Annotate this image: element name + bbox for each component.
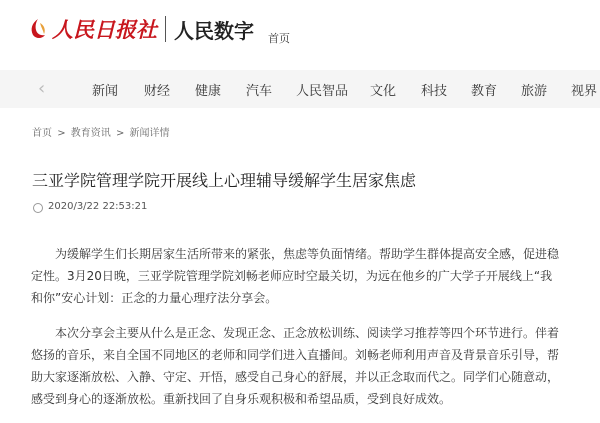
breadcrumb-current: 新闻详情 (129, 128, 170, 139)
clock-icon (33, 203, 43, 213)
sub-brand-name: 人民数字 (174, 18, 254, 43)
category-nav (0, 70, 600, 108)
breadcrumb-separator: > (57, 128, 66, 139)
chevron-left-icon[interactable]: ‹ (38, 78, 46, 99)
logo-divider (165, 16, 166, 42)
brand-name: 人民日报社 (52, 17, 157, 42)
nav-item-travel[interactable]: 旅游 (521, 84, 548, 99)
breadcrumb-education[interactable]: 教育资讯 (70, 128, 111, 139)
nav-item-vision[interactable]: 视界 (571, 84, 598, 99)
nav-item-culture[interactable]: 文化 (370, 84, 397, 99)
article-title: 三亚学院管理学院开展线上心理辅导缓解学生居家焦虑 (32, 170, 417, 190)
nav-item-auto[interactable]: 汽车 (246, 84, 273, 99)
article-body (31, 243, 563, 423)
breadcrumb (32, 124, 172, 139)
logo-emblem-icon (28, 17, 48, 41)
article-paragraph: 本次分享会主要从什么是正念、发现正念、正念放松训练、阅读学习推荐等四个环节进行。伴着悠扬的音乐，来自全国不同地区的老师和同学们进入直播间。刘畅老师利用声音及背景音乐引导，帮助大家逐渐放松、入静、守定、开悟，感受自己身心的舒展，并以正念取而代之。同学们心随意动，感受到身心的逐渐放松。重新找回了自身乐观积极和希望品质，受到良好成效。 (31, 326, 560, 406)
nav-item-health[interactable]: 健康 (195, 84, 222, 99)
site-logo[interactable] (28, 14, 254, 44)
breadcrumb-separator: > (115, 128, 125, 139)
publish-time: 2020/3/22 22:53:21 (48, 201, 148, 212)
home-link[interactable]: 首页 (268, 32, 290, 45)
nav-item-finance[interactable]: 财经 (144, 84, 171, 99)
nav-item-products[interactable]: 人民智品 (296, 84, 349, 99)
breadcrumb-home[interactable]: 首页 (32, 128, 52, 139)
site-header (0, 0, 600, 70)
nav-item-news[interactable]: 新闻 (92, 84, 119, 99)
nav-item-tech[interactable]: 科技 (421, 84, 448, 99)
article-paragraph: 为缓解学生们长期居家生活所带来的紧张，焦虑等负面情绪。帮助学生群体提高安全感，促进稳定性。3月20日晚，三亚学院管理学院刘畅老师应时空最关切，为远在他乡的广大学子开展线上“我和你”安心计划：正念的力量心理疗法分享会。 (31, 247, 560, 305)
nav-item-education[interactable]: 教育 (471, 84, 498, 99)
